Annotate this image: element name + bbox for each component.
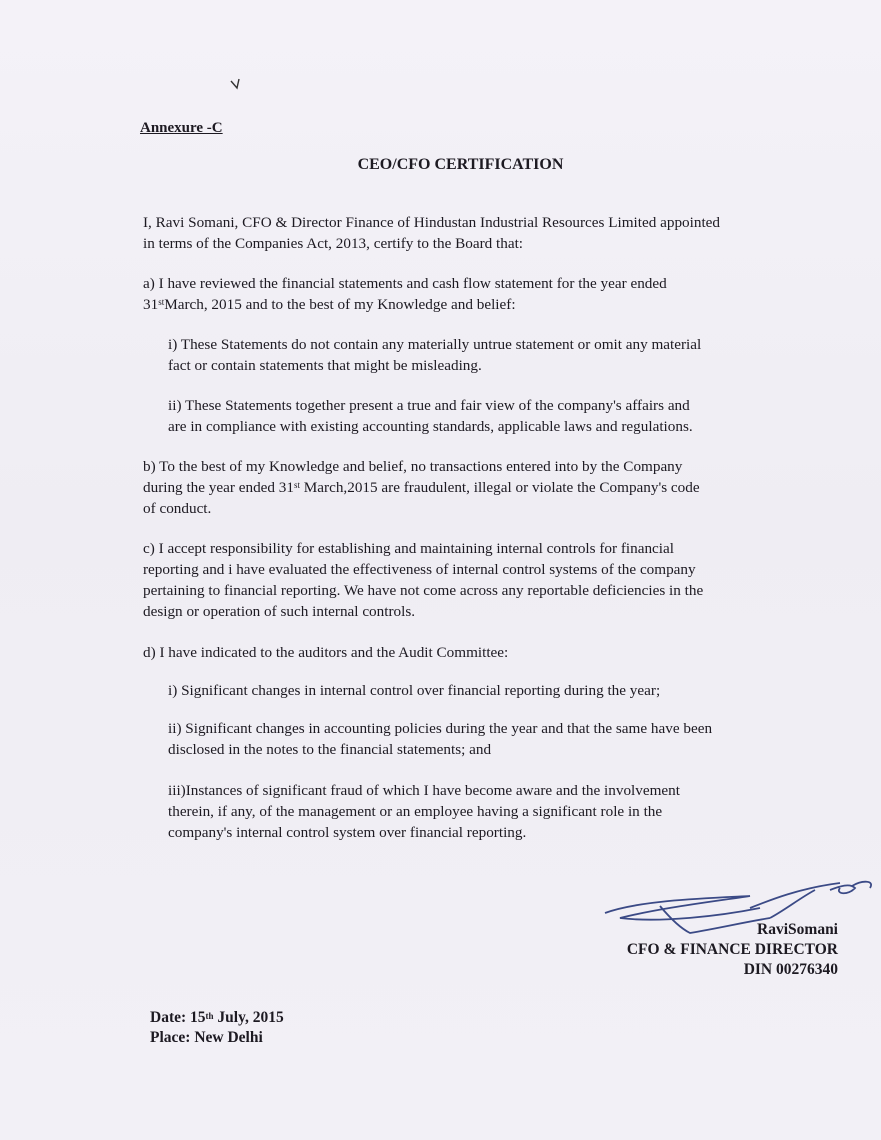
place-line: Place: New Delhi xyxy=(150,1029,263,1046)
item-line: disclosed in the notes to the financial statements; and xyxy=(168,741,492,758)
signatory-designation: CFO & FINANCE DIRECTOR xyxy=(626,941,838,958)
item-line: ii) These Statements together present a true and fair view of the company's affairs and xyxy=(168,397,690,414)
superscript: th xyxy=(205,1011,214,1021)
para-b-line xyxy=(143,477,823,498)
intro-paragraph xyxy=(143,212,823,254)
intro-line: in terms of the Companies Act, 2013, certify to the Board that: xyxy=(143,235,524,252)
item-line: therein, if any, of the management or an employee having a significant role in the xyxy=(168,803,663,820)
para-b-line: b) To the best of my Knowledge and belief, no transactions entered into by the Company xyxy=(143,458,683,475)
paragraph-d-item-i xyxy=(168,680,823,701)
item-line: ii) Significant changes in accounting policies during the year and that the same have been xyxy=(168,720,713,737)
paragraph-d-item-iii xyxy=(168,780,823,843)
text: during the year ended 31 xyxy=(143,479,294,496)
para-a-line: a) I have reviewed the financial statements and cash flow statement for the year ended xyxy=(143,275,667,292)
superscript: st xyxy=(293,480,300,490)
text: March, 2015 and to the best of my Knowledge and belief: xyxy=(164,296,516,313)
signatory-block xyxy=(627,920,838,980)
signatory-name: RaviSomani xyxy=(757,921,838,938)
item-line: fact or contain statements that might be misleading. xyxy=(168,357,482,374)
item-line: iii)Instances of significant fraud of which I have become aware and the involvement xyxy=(168,782,680,799)
paragraph-c xyxy=(143,538,823,622)
intro-line: I, Ravi Somani, CFO & Director Finance of Hindustan Industrial Resources Limited appointed xyxy=(143,214,721,231)
item-line: are in compliance with existing accounting standards, applicable laws and regulations. xyxy=(168,418,693,435)
item-line: company's internal control system over financial reporting. xyxy=(168,824,527,841)
date-place-block xyxy=(150,1008,284,1048)
paragraph-a xyxy=(143,273,823,315)
item-line: i) These Statements do not contain any materially untrue statement or omit any material xyxy=(168,336,702,353)
paragraph-a-item-ii xyxy=(168,395,823,437)
para-c-line: pertaining to financial reporting. We have not come across any reportable deficiencies in the xyxy=(143,582,704,599)
date-line xyxy=(150,1008,284,1028)
text: 31 xyxy=(143,296,159,313)
handwritten-tick-mark xyxy=(228,75,248,95)
para-b-line: of conduct. xyxy=(143,500,212,517)
paragraph-a-item-i xyxy=(168,334,823,376)
paragraph-b xyxy=(143,456,823,519)
text: Date: 15 xyxy=(150,1009,206,1026)
para-d-line: d) I have indicated to the auditors and the Audit Committee: xyxy=(143,644,509,661)
text: March,2015 are fraudulent, illegal or violate the Company's code xyxy=(300,479,700,496)
annexure-label: Annexure -C xyxy=(140,120,223,136)
signatory-din: DIN 00276340 xyxy=(743,961,838,978)
paragraph-d-item-ii xyxy=(168,718,823,760)
para-a-line xyxy=(143,294,823,315)
text: July, 2015 xyxy=(213,1009,284,1026)
item-line: i) Significant changes in internal control over financial reporting during the year; xyxy=(168,682,661,699)
superscript: st xyxy=(158,297,165,307)
para-c-line: design or operation of such internal controls. xyxy=(143,603,416,620)
document-title: CEO/CFO CERTIFICATION xyxy=(357,156,564,173)
para-c-line: c) I accept responsibility for establishing and maintaining internal controls for financial xyxy=(143,540,674,557)
paragraph-d xyxy=(143,642,823,663)
para-c-line: reporting and i have evaluated the effectiveness of internal control systems of the company xyxy=(143,561,696,578)
